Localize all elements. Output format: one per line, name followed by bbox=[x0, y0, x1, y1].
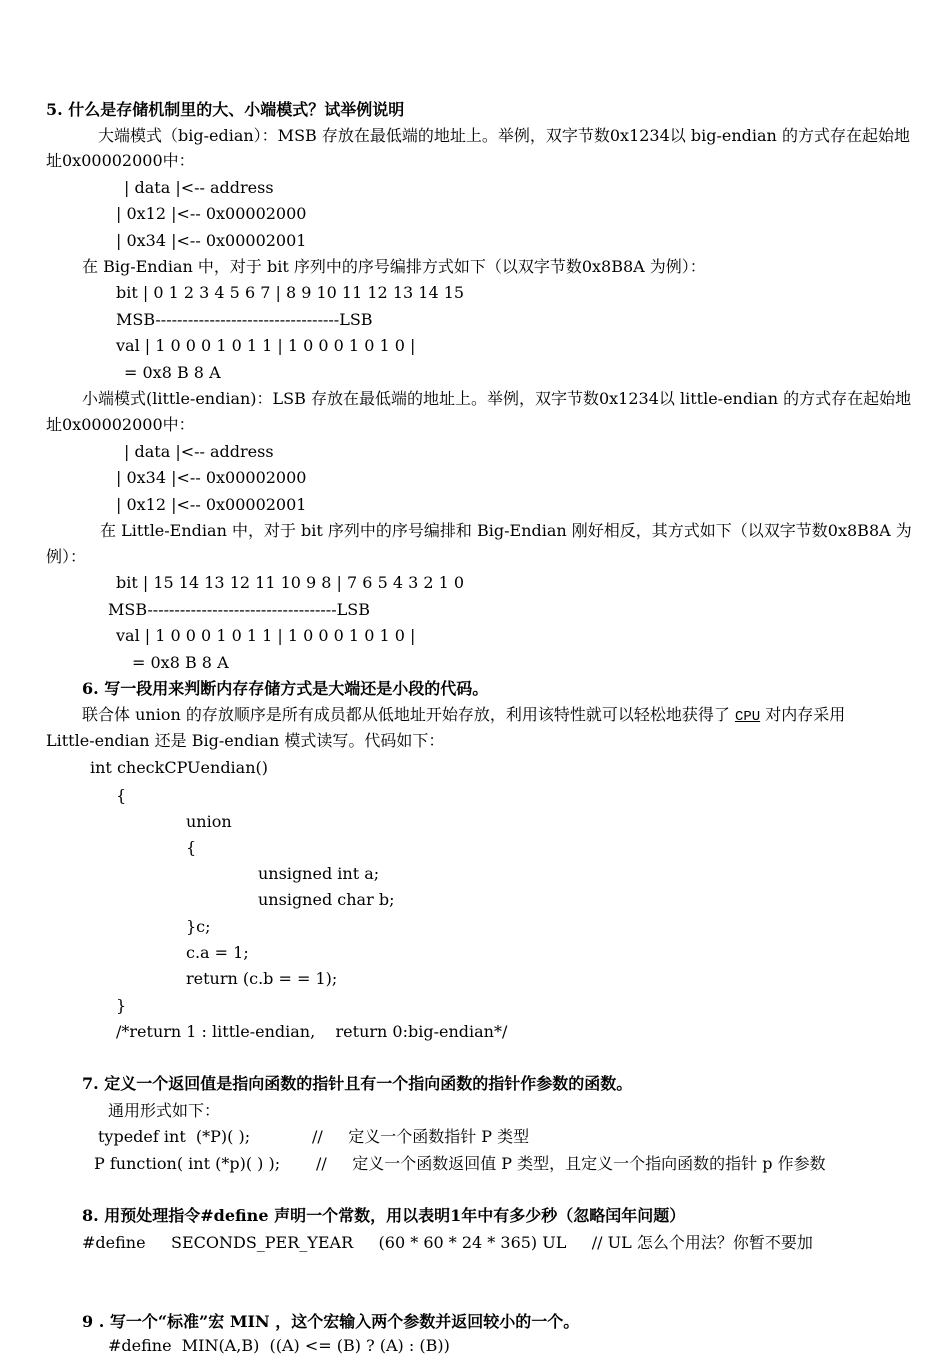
code-line: c.a = 1; bbox=[186, 943, 249, 962]
code-line: unsigned char b; bbox=[258, 890, 395, 909]
le-table-header: | data |<-- address bbox=[124, 442, 274, 461]
little-endian-bit-order-line-1: 在 Little-Endian 中，对于 bit 序列中的序号编排和 Big-Endian 刚好相反，其方式如下（以双字节数0x8B8A 为 bbox=[100, 521, 912, 540]
le-table-row: | 0x12 |<-- 0x00002001 bbox=[116, 495, 307, 514]
le-bit-index-line: bit | 15 14 13 12 11 10 9 8 | 7 6 5 4 3 2 1 0 bbox=[116, 573, 465, 592]
union-paragraph-text-end: 对内存采用 bbox=[760, 705, 846, 724]
section-5-heading: 5. 什么是存储机制里的大、小端模式？试举例说明 bbox=[46, 100, 405, 119]
be-table-row: | 0x34 |<-- 0x00002001 bbox=[116, 231, 307, 250]
little-endian-paragraph-line-2: 址0x00002000中： bbox=[46, 415, 195, 434]
little-endian-paragraph-line-1: 小端模式(little-endian)：LSB 存放在最低端的地址上。举例，双字节数0x1234以 little-endian 的方式存在起始地 bbox=[82, 389, 912, 408]
code-line: } bbox=[116, 996, 127, 1015]
typedef-code: typedef int (*P)( ); bbox=[98, 1127, 251, 1146]
section-7-heading: 7. 定义一个返回值是指向函数的指针且有一个指向函数的指针作参数的函数。 bbox=[82, 1074, 633, 1093]
code-line: { bbox=[186, 838, 197, 857]
le-result-line: = 0x8 B 8 A bbox=[132, 653, 229, 672]
code-line: return (c.b = = 1); bbox=[186, 969, 338, 988]
be-bit-index-line: bit | 0 1 2 3 4 5 6 7 | 8 9 10 11 12 13 14 15 bbox=[116, 283, 465, 302]
be-msb-lsb-line: MSB----------------------------------LSB bbox=[116, 310, 373, 329]
be-table-header: | data |<-- address bbox=[124, 178, 274, 197]
big-endian-paragraph-line-1: 大端模式（big-edian）：MSB 存放在最低端的地址上。举例，双字节数0x1234以 big-endian 的方式存在起始地 bbox=[98, 126, 910, 145]
little-endian-bit-order-line-2: 例）： bbox=[46, 547, 87, 566]
union-paragraph-text: 联合体 union 的存放顺序是所有成员都从低地址开始存放，利用该特性就可以轻松地获得了 bbox=[82, 705, 735, 724]
union-paragraph-line-1 bbox=[82, 705, 845, 727]
typedef-comment: // 定义一个函数指针 P 类型 bbox=[312, 1127, 530, 1146]
function-declaration-code: P function( int (*p)( ) ); bbox=[94, 1154, 281, 1173]
section-8-heading: 8. 用预处理指令#define 声明一个常数，用以表明1年中有多少秒（忽略闰年问题） bbox=[82, 1206, 686, 1225]
code-line: { bbox=[116, 786, 127, 805]
code-line: int checkCPUendian() bbox=[90, 758, 268, 777]
union-paragraph-line-2: Little-endian 还是 Big-endian 模式读写。代码如下： bbox=[46, 731, 445, 750]
be-table-row: | 0x12 |<-- 0x00002000 bbox=[116, 204, 307, 223]
cpu-link[interactable]: CPU bbox=[734, 709, 761, 725]
big-endian-paragraph-line-2: 址0x00002000中： bbox=[46, 151, 195, 170]
code-line: union bbox=[186, 812, 232, 831]
big-endian-bit-order-paragraph: 在 Big-Endian 中，对于 bit 序列中的序号编排方式如下（以双字节数0x8B8A 为例）： bbox=[82, 257, 706, 276]
min-macro-line-partial: #define MIN(A,B) ((A) <= (B) ? (A) : (B)) bbox=[108, 1336, 450, 1355]
general-form-intro: 通用形式如下： bbox=[108, 1101, 221, 1120]
be-result-line: = 0x8 B 8 A bbox=[124, 363, 221, 382]
section-6-heading: 6. 写一段用来判断内存存储方式是大端还是小段的代码。 bbox=[82, 679, 489, 698]
code-line: }c; bbox=[186, 917, 211, 936]
code-line: unsigned int a; bbox=[258, 864, 380, 883]
le-table-row: | 0x34 |<-- 0x00002000 bbox=[116, 468, 307, 487]
le-val-line: val | 1 0 0 0 1 0 1 1 | 1 0 0 0 1 0 1 0 | bbox=[116, 626, 416, 645]
be-val-line: val | 1 0 0 0 1 0 1 1 | 1 0 0 0 1 0 1 0 | bbox=[116, 336, 416, 355]
code-comment-line: /*return 1 : little-endian, return 0:big-endian*/ bbox=[116, 1022, 508, 1041]
le-msb-lsb-line: MSB-----------------------------------LSB bbox=[108, 600, 370, 619]
section-9-heading: 9 . 写一个“标准”宏 MIN ，这个宏输入两个参数并返回较小的一个。 bbox=[82, 1312, 580, 1331]
function-declaration-comment: // 定义一个函数返回值 P 类型，且定义一个指向函数的指针 p 作参数 bbox=[316, 1154, 826, 1173]
define-seconds-per-year-line: #define SECONDS_PER_YEAR (60 * 60 * 24 * 365) UL // UL 怎么个用法？你暂不要加 bbox=[82, 1233, 813, 1252]
